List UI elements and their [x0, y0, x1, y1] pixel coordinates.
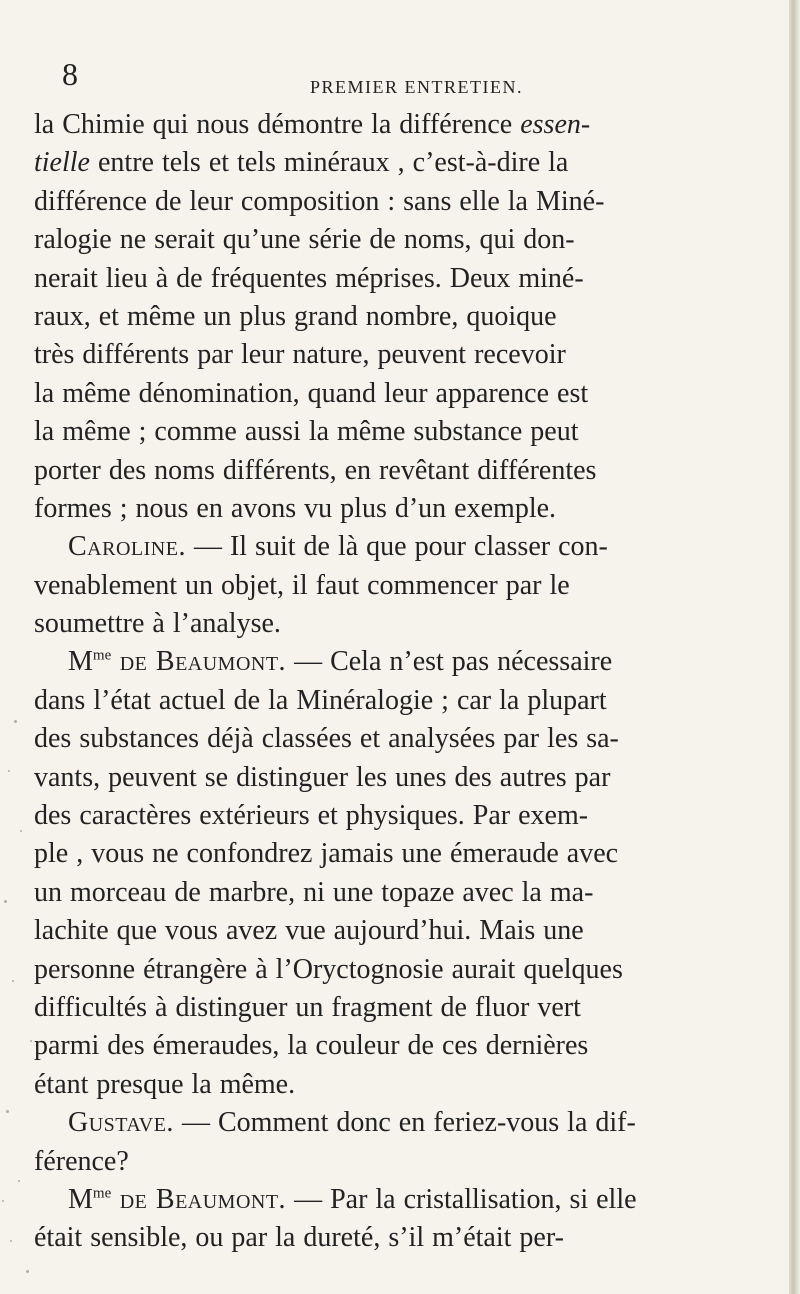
text-line	[34, 183, 794, 221]
paper-speck	[12, 980, 14, 982]
text-segment: formes ; nous en avons vu plus d’un exemple.	[34, 492, 557, 524]
paper-speck	[18, 1180, 20, 1182]
speaker-name: de Beaumont.	[111, 1183, 287, 1215]
text-segment: personne étrangère à l’Oryctognosie aurait quelques	[34, 953, 623, 985]
text-line	[34, 260, 794, 298]
text-line	[34, 106, 794, 144]
text-line	[34, 989, 794, 1027]
text-line	[34, 835, 794, 873]
text-line	[34, 221, 794, 259]
text-segment: tielle	[34, 147, 90, 179]
speaker-name: Caroline.	[68, 531, 186, 563]
text-segment: porter des noms différents, en revêtant différentes	[34, 454, 597, 486]
text-segment: étant presque la même.	[34, 1068, 296, 1100]
text-segment: essen-	[520, 109, 591, 140]
text-line	[34, 759, 794, 797]
text-line	[34, 912, 794, 950]
text-line	[34, 452, 794, 490]
paper-speck	[14, 720, 17, 723]
text-segment: ralogie ne serait qu’une série de noms, qui don-	[34, 224, 575, 256]
paper-speck	[26, 1270, 29, 1273]
paper-speck	[30, 1040, 32, 1042]
text-segment: la même dénomination, quand leur apparence est	[34, 377, 589, 409]
text-segment: — Il suit de là que pour classer con-	[185, 531, 608, 563]
running-head: PREMIER ENTRETIEN.	[310, 77, 523, 97]
text-line	[34, 1181, 794, 1219]
text-segment: vants, peuvent se distinguer les unes des autres par	[34, 761, 611, 793]
text-line	[34, 413, 794, 451]
text-segment: parmi des émeraudes, la couleur de ces dernières	[34, 1030, 589, 1062]
text-segment: nerait lieu à de fréquentes méprises. Deux miné-	[34, 262, 584, 294]
text-line	[34, 528, 794, 566]
text-line	[34, 682, 794, 720]
text-segment: — Par la cristallisation, si elle	[286, 1183, 637, 1215]
text-line	[34, 144, 794, 182]
text-line	[34, 336, 794, 374]
text-segment: férence?	[34, 1145, 129, 1177]
text-segment: entre tels et tels minéraux , c’est-à-dire la	[89, 147, 569, 179]
text-segment: très différents par leur nature, peuvent recevoir	[34, 339, 566, 371]
text-segment: des substances déjà classées et analysées par les sa-	[34, 723, 619, 755]
paper-speck	[10, 1240, 12, 1242]
text-line	[34, 1066, 794, 1104]
text-segment: raux, et même un plus grand nombre, quoique	[34, 300, 557, 332]
text-line	[34, 797, 794, 835]
text-line	[34, 1143, 794, 1181]
text-segment: ple , vous ne confondrez jamais une émeraude avec	[34, 838, 619, 870]
text-segment: me	[92, 1185, 112, 1202]
text-segment: lachite que vous avez vue aujourd’hui. Mais une	[34, 915, 584, 947]
text-segment: des caractères extérieurs et physiques. Par exem-	[34, 800, 589, 832]
text-line	[34, 298, 794, 336]
text-line	[34, 375, 794, 413]
text-line	[34, 567, 794, 605]
text-line	[34, 720, 794, 758]
text-line	[34, 1104, 794, 1142]
paper-speck	[6, 1110, 9, 1113]
text-line	[34, 1027, 794, 1065]
speaker-name: Gustave.	[68, 1107, 174, 1139]
text-segment: me	[92, 648, 112, 665]
text-segment: était sensible, ou par la dureté, s’il m’était per-	[34, 1222, 564, 1254]
text-line	[34, 1219, 794, 1257]
paper-speck	[4, 900, 7, 903]
page-number: 8	[62, 56, 78, 92]
text-segment: soumettre à l’analyse.	[34, 608, 281, 640]
text-segment: la même ; comme aussi la même substance peut	[34, 416, 579, 448]
text-segment: un morceau de marbre, ni une topaze avec la ma-	[34, 876, 594, 908]
speaker-name: de Beaumont.	[111, 646, 287, 678]
text-segment: — Cela n’est pas nécessaire	[286, 646, 613, 678]
text-line	[34, 643, 794, 681]
text-line	[34, 874, 794, 912]
text-segment: la Chimie qui nous démontre la différence	[34, 109, 521, 140]
text-segment: M	[68, 1183, 93, 1215]
text-line	[34, 490, 794, 528]
paper-speck	[20, 830, 22, 832]
paper-speck	[2, 1200, 4, 1202]
text-line	[34, 605, 794, 643]
text-segment: venablement un objet, il faut commencer par le	[34, 569, 570, 601]
page-header	[62, 56, 762, 96]
text-segment: dans l’état actuel de la Minéralogie ; car la plupart	[34, 684, 607, 716]
text-segment: M	[68, 646, 93, 678]
text-line	[34, 951, 794, 989]
paper-speck	[8, 770, 10, 772]
text-segment: différence de leur composition : sans elle la Miné-	[34, 185, 605, 217]
text-segment: difficultés à distinguer un fragment de fluor vert	[34, 991, 581, 1023]
text-segment: — Comment donc en feriez-vous la dif-	[173, 1107, 636, 1139]
body-text	[34, 106, 794, 1258]
